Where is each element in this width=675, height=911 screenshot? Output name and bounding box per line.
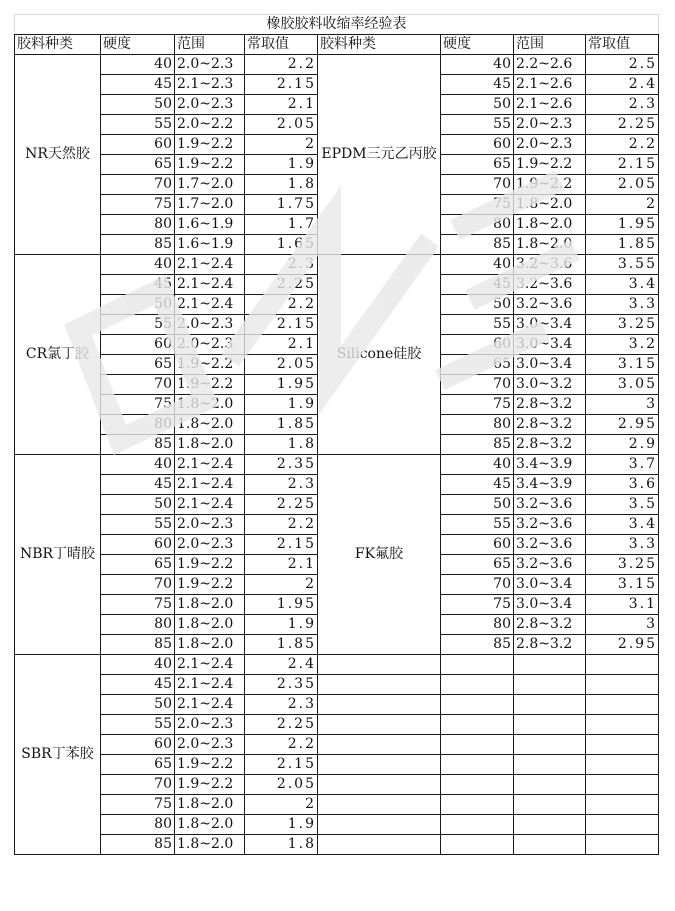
hardness-cell: 55 <box>101 115 175 135</box>
range-cell: 1.8~2.0 <box>175 395 245 415</box>
value-cell: 2.25 <box>586 115 659 135</box>
empty-cell <box>318 695 441 715</box>
hardness-cell: 70 <box>101 575 175 595</box>
hardness-cell: 85 <box>101 235 175 255</box>
hardness-cell: 40 <box>441 455 514 475</box>
hardness-cell: 65 <box>101 155 175 175</box>
value-cell: 3 <box>586 395 659 415</box>
hardness-cell: 55 <box>101 715 175 735</box>
empty-cell <box>441 715 514 735</box>
value-cell: 2.2 <box>245 55 318 75</box>
value-cell: 1.8 <box>245 175 318 195</box>
value-cell: 1.95 <box>586 215 659 235</box>
range-cell: 1.9~2.2 <box>514 175 586 195</box>
value-cell: 2.95 <box>586 635 659 655</box>
value-cell: 3 <box>586 615 659 635</box>
hardness-cell: 80 <box>441 615 514 635</box>
hardness-cell: 40 <box>441 55 514 75</box>
hardness-cell: 50 <box>441 95 514 115</box>
value-cell: 2.15 <box>245 75 318 95</box>
table-row <box>15 775 659 795</box>
table-row <box>15 795 659 815</box>
hardness-cell: 45 <box>101 475 175 495</box>
hardness-cell: 80 <box>101 615 175 635</box>
hardness-cell: 60 <box>101 735 175 755</box>
hardness-cell: 70 <box>101 775 175 795</box>
range-cell: 2.8~3.2 <box>514 395 586 415</box>
hardness-cell: 45 <box>441 475 514 495</box>
hardness-cell: 40 <box>101 655 175 675</box>
hardness-cell: 75 <box>441 595 514 615</box>
value-cell: 3.4 <box>586 275 659 295</box>
range-cell: 3.2~3.6 <box>514 495 586 515</box>
value-cell: 3.55 <box>586 255 659 275</box>
rubber-type-right: EPDM三元乙丙胶 <box>318 55 441 255</box>
value-cell: 2.15 <box>245 755 318 775</box>
hardness-cell: 65 <box>441 555 514 575</box>
hardness-cell: 85 <box>441 235 514 255</box>
value-cell: 2.15 <box>245 315 318 335</box>
range-cell: 2.1~2.4 <box>175 295 245 315</box>
empty-cell <box>586 815 659 835</box>
range-cell: 1.9~2.2 <box>175 755 245 775</box>
range-cell: 1.6~1.9 <box>175 215 245 235</box>
value-cell: 2.1 <box>245 555 318 575</box>
range-cell: 1.8~2.0 <box>175 795 245 815</box>
hardness-cell: 75 <box>101 395 175 415</box>
empty-cell <box>318 735 441 755</box>
value-cell: 1.85 <box>586 235 659 255</box>
range-cell: 2.0~2.3 <box>175 735 245 755</box>
range-cell: 3.4~3.9 <box>514 455 586 475</box>
range-cell: 2.1~2.4 <box>175 255 245 275</box>
empty-cell <box>441 815 514 835</box>
range-cell: 3.0~3.4 <box>514 575 586 595</box>
range-cell: 2.0~2.3 <box>175 335 245 355</box>
rubber-type-left: SBR丁苯胶 <box>15 655 101 855</box>
value-cell: 1.75 <box>245 195 318 215</box>
value-cell: 3.4 <box>586 515 659 535</box>
range-cell: 2.1~2.4 <box>175 675 245 695</box>
empty-cell <box>318 675 441 695</box>
value-cell: 2.15 <box>586 155 659 175</box>
empty-cell <box>514 795 586 815</box>
empty-cell <box>586 755 659 775</box>
range-cell: 2.0~2.3 <box>514 135 586 155</box>
hardness-cell: 55 <box>441 315 514 335</box>
hardness-cell: 70 <box>441 175 514 195</box>
range-cell: 2.0~2.3 <box>175 535 245 555</box>
hardness-cell: 40 <box>101 255 175 275</box>
hardness-cell: 40 <box>101 455 175 475</box>
value-cell: 3.1 <box>586 595 659 615</box>
range-cell: 3.2~3.6 <box>514 295 586 315</box>
value-cell: 3.3 <box>586 535 659 555</box>
range-cell: 1.9~2.2 <box>175 775 245 795</box>
header-type-left: 胶料种类 <box>15 35 101 55</box>
empty-cell <box>441 755 514 775</box>
value-cell: 3.05 <box>586 375 659 395</box>
hardness-cell: 40 <box>101 55 175 75</box>
range-cell: 2.0~2.3 <box>175 715 245 735</box>
hardness-cell: 60 <box>101 535 175 555</box>
range-cell: 1.8~2.0 <box>514 215 586 235</box>
value-cell: 1.8 <box>245 835 318 855</box>
empty-cell <box>586 655 659 675</box>
hardness-cell: 65 <box>101 355 175 375</box>
empty-cell <box>441 675 514 695</box>
value-cell: 3.2 <box>586 335 659 355</box>
hardness-cell: 60 <box>441 335 514 355</box>
hardness-cell: 75 <box>101 595 175 615</box>
rubber-type-left: NBR丁晴胶 <box>15 455 101 655</box>
hardness-cell: 65 <box>101 755 175 775</box>
range-cell: 1.8~2.0 <box>175 815 245 835</box>
table-row <box>15 55 659 75</box>
value-cell: 1.85 <box>245 415 318 435</box>
hardness-cell: 85 <box>101 835 175 855</box>
hardness-cell: 45 <box>101 275 175 295</box>
value-cell: 2.15 <box>245 535 318 555</box>
range-cell: 1.6~1.9 <box>175 235 245 255</box>
empty-cell <box>514 655 586 675</box>
hardness-cell: 85 <box>441 435 514 455</box>
hardness-cell: 45 <box>441 275 514 295</box>
empty-cell <box>514 835 586 855</box>
value-cell: 3.5 <box>586 495 659 515</box>
value-cell: 2.25 <box>245 715 318 735</box>
value-cell: 3.7 <box>586 455 659 475</box>
table-row <box>15 455 659 475</box>
value-cell: 1.9 <box>245 155 318 175</box>
empty-cell <box>586 835 659 855</box>
value-cell: 3.25 <box>586 315 659 335</box>
empty-cell <box>441 835 514 855</box>
empty-cell <box>441 735 514 755</box>
hardness-cell: 75 <box>101 795 175 815</box>
table-body <box>15 55 659 855</box>
value-cell: 2.2 <box>245 295 318 315</box>
empty-cell <box>318 795 441 815</box>
hardness-cell: 65 <box>441 355 514 375</box>
range-cell: 2.8~3.2 <box>514 615 586 635</box>
hardness-cell: 80 <box>101 415 175 435</box>
hardness-cell: 65 <box>101 555 175 575</box>
range-cell: 1.9~2.2 <box>175 575 245 595</box>
hardness-cell: 45 <box>101 75 175 95</box>
table-row <box>15 255 659 275</box>
value-cell: 2.4 <box>245 655 318 675</box>
range-cell: 2.1~2.6 <box>514 75 586 95</box>
table-row <box>15 735 659 755</box>
hardness-cell: 75 <box>441 195 514 215</box>
title-row <box>15 15 659 35</box>
value-cell: 3.3 <box>586 295 659 315</box>
hardness-cell: 55 <box>101 315 175 335</box>
value-cell: 2.1 <box>245 335 318 355</box>
shrinkage-table <box>14 14 659 855</box>
table-title: 橡胶胶料收缩率经验表 <box>15 15 659 35</box>
range-cell: 1.8~2.0 <box>175 595 245 615</box>
range-cell: 2.0~2.3 <box>175 55 245 75</box>
empty-cell <box>441 795 514 815</box>
hardness-cell: 55 <box>441 115 514 135</box>
header-row <box>15 35 659 55</box>
range-cell: 3.0~3.4 <box>514 315 586 335</box>
value-cell: 2.2 <box>245 515 318 535</box>
range-cell: 1.9~2.2 <box>175 155 245 175</box>
header-hardness-left: 硬度 <box>101 35 175 55</box>
hardness-cell: 60 <box>441 135 514 155</box>
range-cell: 2.8~3.2 <box>514 435 586 455</box>
range-cell: 1.8~2.0 <box>175 415 245 435</box>
range-cell: 2.1~2.4 <box>175 455 245 475</box>
range-cell: 2.1~2.4 <box>175 655 245 675</box>
hardness-cell: 75 <box>101 195 175 215</box>
empty-cell <box>586 735 659 755</box>
range-cell: 1.9~2.2 <box>175 375 245 395</box>
hardness-cell: 55 <box>101 515 175 535</box>
range-cell: 1.9~2.2 <box>175 355 245 375</box>
header-value-right: 常取值 <box>586 35 659 55</box>
hardness-cell: 50 <box>101 695 175 715</box>
hardness-cell: 50 <box>101 95 175 115</box>
hardness-cell: 40 <box>441 255 514 275</box>
value-cell: 2.5 <box>586 55 659 75</box>
value-cell: 2 <box>245 795 318 815</box>
value-cell: 2.05 <box>245 115 318 135</box>
range-cell: 1.8~2.0 <box>175 635 245 655</box>
header-range-right: 范围 <box>514 35 586 55</box>
range-cell: 2.8~3.2 <box>514 635 586 655</box>
empty-cell <box>318 755 441 775</box>
hardness-cell: 60 <box>101 335 175 355</box>
empty-cell <box>318 715 441 735</box>
spreadsheet <box>14 14 658 855</box>
hardness-cell: 70 <box>441 575 514 595</box>
hardness-cell: 60 <box>101 135 175 155</box>
empty-cell <box>318 835 441 855</box>
value-cell: 2.05 <box>586 175 659 195</box>
hardness-cell: 65 <box>441 155 514 175</box>
hardness-cell: 85 <box>101 635 175 655</box>
empty-cell <box>441 695 514 715</box>
hardness-cell: 45 <box>441 75 514 95</box>
hardness-cell: 85 <box>441 635 514 655</box>
hardness-cell: 75 <box>441 395 514 415</box>
range-cell: 2.0~2.3 <box>175 95 245 115</box>
hardness-cell: 45 <box>101 675 175 695</box>
value-cell: 1.85 <box>245 635 318 655</box>
range-cell: 3.2~3.6 <box>514 255 586 275</box>
range-cell: 1.7~2.0 <box>175 175 245 195</box>
hardness-cell: 85 <box>101 435 175 455</box>
rubber-type-left: CR氯丁胶 <box>15 255 101 455</box>
value-cell: 1.9 <box>245 815 318 835</box>
value-cell: 1.95 <box>245 595 318 615</box>
value-cell: 3.15 <box>586 355 659 375</box>
hardness-cell: 50 <box>441 495 514 515</box>
empty-cell <box>441 775 514 795</box>
value-cell: 2.25 <box>245 275 318 295</box>
empty-cell <box>586 795 659 815</box>
table-row <box>15 755 659 775</box>
hardness-cell: 80 <box>101 815 175 835</box>
value-cell: 2.05 <box>245 355 318 375</box>
value-cell: 2.2 <box>586 135 659 155</box>
empty-cell <box>318 815 441 835</box>
hardness-cell: 80 <box>101 215 175 235</box>
hardness-cell: 50 <box>441 295 514 315</box>
range-cell: 3.0~3.4 <box>514 355 586 375</box>
range-cell: 2.1~2.4 <box>175 475 245 495</box>
hardness-cell: 70 <box>101 175 175 195</box>
hardness-cell: 80 <box>441 215 514 235</box>
value-cell: 2.3 <box>245 475 318 495</box>
value-cell: 2.3 <box>245 695 318 715</box>
table-row <box>15 815 659 835</box>
value-cell: 3.6 <box>586 475 659 495</box>
range-cell: 1.7~2.0 <box>175 195 245 215</box>
range-cell: 3.0~3.4 <box>514 595 586 615</box>
range-cell: 3.0~3.2 <box>514 375 586 395</box>
rubber-type-right: Silicone硅胶 <box>318 255 441 455</box>
range-cell: 2.1~2.4 <box>175 495 245 515</box>
range-cell: 2.0~2.3 <box>175 515 245 535</box>
hardness-cell: 70 <box>441 375 514 395</box>
range-cell: 1.9~2.2 <box>175 135 245 155</box>
range-cell: 1.8~2.0 <box>175 435 245 455</box>
value-cell: 2.25 <box>245 495 318 515</box>
header-type-right: 胶料种类 <box>318 35 441 55</box>
value-cell: 2.3 <box>245 255 318 275</box>
range-cell: 1.8~2.0 <box>175 615 245 635</box>
value-cell: 2 <box>586 195 659 215</box>
hardness-cell: 80 <box>441 415 514 435</box>
value-cell: 2 <box>245 575 318 595</box>
table-row <box>15 675 659 695</box>
range-cell: 3.2~3.6 <box>514 275 586 295</box>
value-cell: 2.95 <box>586 415 659 435</box>
value-cell: 1.7 <box>245 215 318 235</box>
empty-cell <box>586 675 659 695</box>
value-cell: 3.15 <box>586 575 659 595</box>
value-cell: 2.9 <box>586 435 659 455</box>
value-cell: 1.65 <box>245 235 318 255</box>
range-cell: 1.8~2.0 <box>514 235 586 255</box>
range-cell: 3.2~3.6 <box>514 535 586 555</box>
value-cell: 2.1 <box>245 95 318 115</box>
hardness-cell: 50 <box>101 495 175 515</box>
empty-cell <box>318 775 441 795</box>
empty-cell <box>318 655 441 675</box>
range-cell: 1.8~2.0 <box>175 835 245 855</box>
range-cell: 3.2~3.6 <box>514 515 586 535</box>
range-cell: 3.2~3.6 <box>514 555 586 575</box>
rubber-type-left: NR天然胶 <box>15 55 101 255</box>
value-cell: 2 <box>245 135 318 155</box>
empty-cell <box>514 735 586 755</box>
value-cell: 2.05 <box>245 775 318 795</box>
range-cell: 2.1~2.6 <box>514 95 586 115</box>
empty-cell <box>586 775 659 795</box>
value-cell: 3.25 <box>586 555 659 575</box>
header-hardness-right: 硬度 <box>441 35 514 55</box>
range-cell: 2.2~2.6 <box>514 55 586 75</box>
empty-cell <box>514 775 586 795</box>
empty-cell <box>514 715 586 735</box>
header-value-left: 常取值 <box>245 35 318 55</box>
empty-cell <box>514 755 586 775</box>
range-cell: 2.0~2.3 <box>175 315 245 335</box>
range-cell: 3.4~3.9 <box>514 475 586 495</box>
hardness-cell: 55 <box>441 515 514 535</box>
value-cell: 2.35 <box>245 455 318 475</box>
value-cell: 2.35 <box>245 675 318 695</box>
range-cell: 2.1~2.4 <box>175 275 245 295</box>
table-row <box>15 715 659 735</box>
hardness-cell: 70 <box>101 375 175 395</box>
empty-cell <box>586 695 659 715</box>
value-cell: 1.9 <box>245 615 318 635</box>
range-cell: 3.0~3.4 <box>514 335 586 355</box>
range-cell: 1.9~2.2 <box>514 155 586 175</box>
rubber-type-right: FK氟胶 <box>318 455 441 655</box>
value-cell: 1.95 <box>245 375 318 395</box>
range-cell: 2.8~3.2 <box>514 415 586 435</box>
empty-cell <box>441 655 514 675</box>
value-cell: 2.3 <box>586 95 659 115</box>
empty-cell <box>514 675 586 695</box>
hardness-cell: 60 <box>441 535 514 555</box>
table-row <box>15 695 659 715</box>
value-cell: 2.2 <box>245 735 318 755</box>
value-cell: 1.8 <box>245 435 318 455</box>
hardness-cell: 50 <box>101 295 175 315</box>
range-cell: 1.9~2.2 <box>175 555 245 575</box>
range-cell: 1.8~2.0 <box>514 195 586 215</box>
table-row <box>15 835 659 855</box>
empty-cell <box>586 715 659 735</box>
value-cell: 1.9 <box>245 395 318 415</box>
empty-cell <box>514 815 586 835</box>
range-cell: 2.1~2.3 <box>175 75 245 95</box>
range-cell: 2.0~2.2 <box>175 115 245 135</box>
empty-cell <box>514 695 586 715</box>
range-cell: 2.1~2.4 <box>175 695 245 715</box>
header-range-left: 范围 <box>175 35 245 55</box>
range-cell: 2.0~2.3 <box>514 115 586 135</box>
table-row <box>15 655 659 675</box>
value-cell: 2.4 <box>586 75 659 95</box>
